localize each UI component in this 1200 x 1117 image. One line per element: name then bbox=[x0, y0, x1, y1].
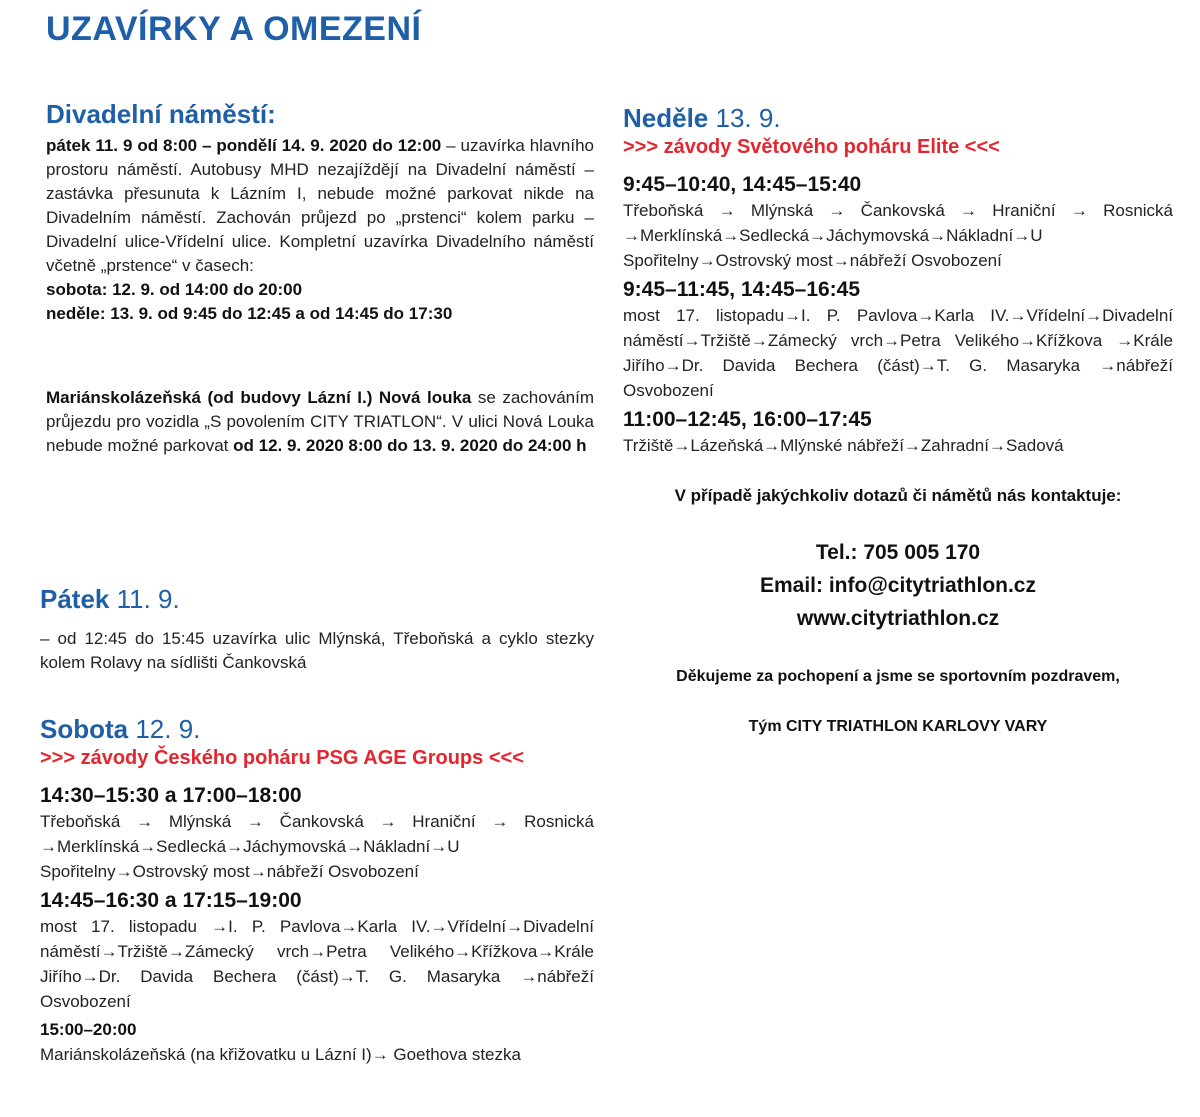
sobota-time-3: 15:00–20:00 bbox=[40, 1020, 137, 1039]
patek-text: – od 12:45 do 15:45 uzavírka ulic Mlýnská, Třeboňská a cyklo stezky kolem Rolavy na sídlišti Čankovská bbox=[40, 629, 594, 672]
contact-email: Email: info@citytriathlon.cz bbox=[759, 574, 1036, 597]
nedele-heading bbox=[623, 102, 1173, 134]
nedele-time-1: 9:45–10:40, 14:45–15:40 bbox=[623, 173, 862, 196]
divadelni-paragraph bbox=[46, 134, 594, 278]
divadelni-text: – uzavírka hlavního prostoru náměstí. Autobusy MHD nezajíždějí na Divadelní náměstí – zastávka přesunuta k Lázním I, nebude možné parkovat nikde na Divadelním náměstí. Zachován průjezd po „prstenci“ kolem parku – Divadelní ulice-Vřídelní ulice. Kompletní uzavírka Divadelního náměstí včetně „prstence“ v časech: bbox=[46, 136, 594, 275]
patek-heading bbox=[40, 583, 594, 615]
marianska-text: se zachováním průjezdu pro vozidla „S povolením CITY TRIATLON“. V ulici Nová Louka nebude možné parkovat bbox=[46, 388, 594, 455]
sobota-route-2: most 17. listopadu →I. P. Pavlova→Karla IV.→Vřídelní→Divadelní náměstí→Tržiště→Zámecký vrch→Petra Velikého→Křížkova→Krále Jiřího→Dr. Davida Bechera (část)→T. G. Masaryka →nábřeží Osvobození bbox=[40, 917, 594, 1011]
nedele-day: Neděle bbox=[623, 103, 709, 133]
contact-phone: Tel.: 705 005 170 bbox=[815, 541, 981, 564]
nedele-time-2: 9:45–11:45, 14:45–16:45 bbox=[623, 278, 861, 301]
marianska-dates: od 12. 9. 2020 8:00 do 13. 9. 2020 do 24:00 h bbox=[233, 436, 587, 455]
marianska-streets: Mariánskolázeňská (od budovy Lázní I.) Nová louka bbox=[46, 388, 472, 407]
right-column bbox=[623, 102, 1173, 739]
contact-website: www.citytriathlon.cz bbox=[796, 607, 1000, 630]
marianska-paragraph bbox=[46, 386, 594, 458]
sobota-date: 12. 9. bbox=[128, 714, 201, 744]
thanks-text: Děkujeme za pochopení a jsme se sportovním pozdravem, bbox=[676, 668, 1120, 685]
nedele-date: 13. 9. bbox=[708, 103, 781, 133]
patek-date: 11. 9. bbox=[109, 584, 180, 614]
divadelni-sunday: neděle: 13. 9. od 9:45 do 12:45 a od 14:45 do 17:30 bbox=[46, 304, 453, 323]
sobota-day: Sobota bbox=[40, 714, 129, 744]
nedele-time-3: 11:00–12:45, 16:00–17:45 bbox=[623, 408, 872, 431]
sobota-time-2: 14:45–16:30 a 17:15–19:00 bbox=[40, 889, 302, 912]
sobota-time-1: 14:30–15:30 a 17:00–18:00 bbox=[40, 784, 302, 807]
divadelni-dates: pátek 11. 9 od 8:00 – pondělí 14. 9. 2020 do 12:00 bbox=[46, 136, 442, 155]
patek-day: Pátek bbox=[40, 584, 110, 614]
contact-block bbox=[623, 484, 1173, 739]
divadelni-heading: Divadelní náměstí: bbox=[46, 99, 276, 129]
sobota-route-1: Třeboňská → Mlýnská → Čankovská → Hraniční → Rosnická →Merklínská→Sedlecká→Jáchymovská→Nákladní→U Spořitelny→Ostrovský most→nábřeží Osvobození bbox=[40, 812, 594, 881]
page-title: UZAVÍRKY A OMEZENÍ bbox=[46, 10, 422, 48]
left-column-lower bbox=[40, 583, 594, 1071]
sobota-heading bbox=[40, 713, 594, 745]
nedele-route-2: most 17. listopadu→I. P. Pavlova→Karla IV.→Vřídelní→Divadelní náměstí→Tržiště→Zámecký vrch→Petra Velikého→Křížkova →Krále Jiřího→Dr. Davida Bechera (část)→T. G. Masaryka →nábřeží Osvobození bbox=[623, 306, 1173, 400]
sobota-subtitle: >>> závody Českého poháru PSG AGE Groups <<< bbox=[40, 747, 524, 769]
divadelni-saturday: sobota: 12. 9. od 14:00 do 20:00 bbox=[46, 280, 303, 299]
contact-intro: V případě jakýchkoliv dotazů či námětů nás kontaktuje: bbox=[674, 486, 1122, 505]
team-signature: Tým CITY TRIATHLON KARLOVY VARY bbox=[748, 718, 1048, 735]
nedele-subtitle: >>> závody Světového poháru Elite <<< bbox=[623, 136, 1000, 158]
left-column bbox=[46, 98, 594, 458]
sobota-route-3: Mariánskolázeňská (na křižovatku u Lázní I)→ Goethova stezka bbox=[40, 1045, 521, 1064]
nedele-route-3: Tržiště→Lázeňská→Mlýnské nábřeží→Zahradní→Sadová bbox=[623, 436, 1064, 455]
nedele-route-1: Třeboňská → Mlýnská → Čankovská → Hraniční → Rosnická →Merklínská→Sedlecká→Jáchymovská→Nákladní→U Spořitelny→Ostrovský most→nábřeží Osvobození bbox=[623, 201, 1173, 270]
